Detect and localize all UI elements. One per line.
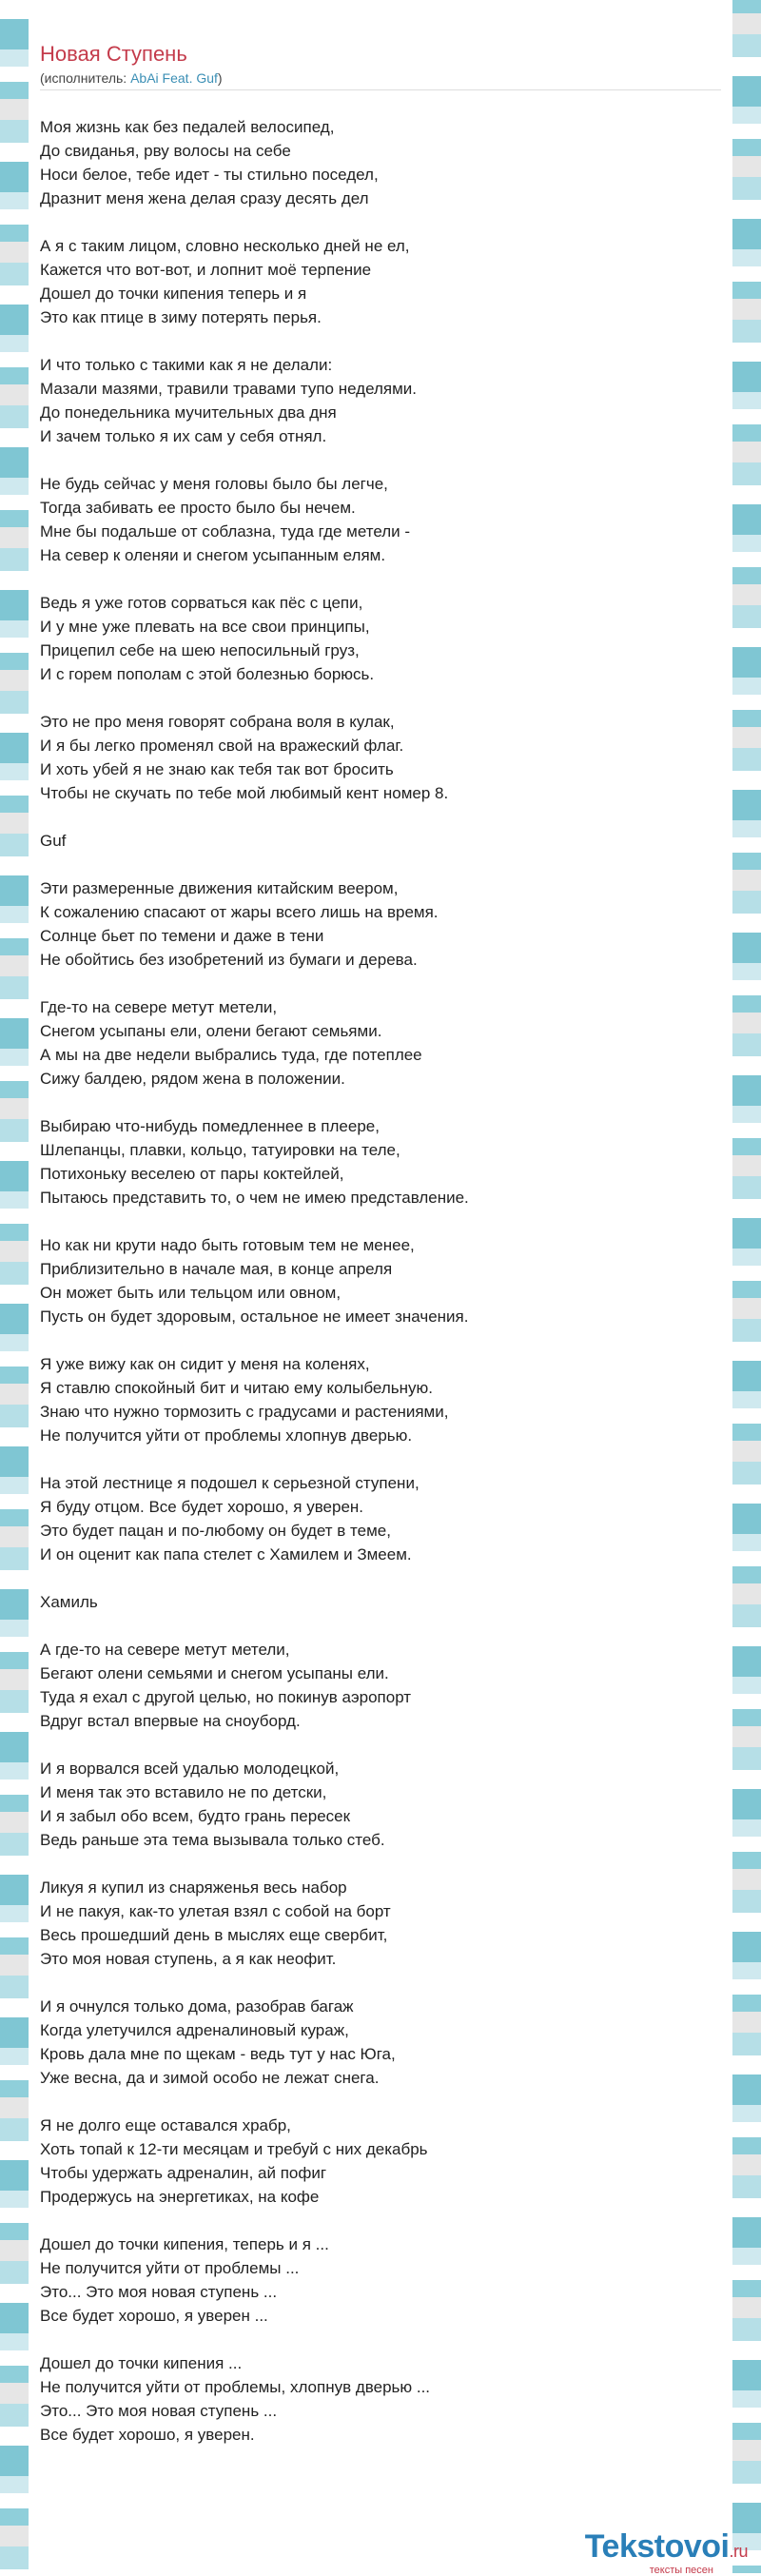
lyric-line: Это моя новая ступень, а я как неофит. (40, 1950, 337, 1968)
stanza (40, 2351, 721, 2447)
lyric-line: Я уже вижу как он сидит у меня на коленях, (40, 1355, 370, 1373)
lyric-line: Где-то на севере метут метели, (40, 998, 278, 1016)
lyric-line: Все будет хорошо, я уверен ... (40, 2307, 268, 2325)
lyric-line: Ликуя я купил из снаряженья весь набор (40, 1878, 347, 1897)
stanza (40, 591, 721, 686)
lyric-line: На этой лестнице я подошел к серьезной ступени, (40, 1474, 420, 1492)
lyric-line: Приблизительно в начале мая, в конце апреля (40, 1260, 393, 1278)
stanza (40, 995, 721, 1091)
lyric-line: Это... Это моя новая ступень ... (40, 2402, 278, 2420)
lyric-line: Когда улетучился адреналиновый кураж, (40, 2021, 349, 2039)
lyric-line: Не получится уйти от проблемы ... (40, 2259, 300, 2277)
stanza (40, 1352, 721, 1447)
stanza (40, 710, 721, 805)
lyric-line: Чтобы удержать адреналин, ай пофиг (40, 2164, 327, 2182)
lyric-line: Продержусь на энергетиках, на кофе (40, 2188, 320, 2206)
lyric-line: И с горем пополам с этой болезнью борюсь. (40, 665, 375, 683)
lyric-line: И я забыл обо всем, будто грань пересек (40, 1807, 351, 1825)
stanza (40, 472, 721, 567)
stanza (40, 1757, 721, 1852)
lyric-line: Ведь раньше эта тема вызывала только стеб. (40, 1831, 385, 1849)
stanza (40, 1876, 721, 1971)
lyric-line: Знаю что нужно тормозить с градусами и растениями, (40, 1403, 449, 1421)
lyric-line: Носи белое, тебе идет - ты стильно поседел, (40, 166, 379, 184)
section-label (40, 1590, 721, 1614)
lyric-line: Чтобы не скучать по тебе мой любимый кент номер 8. (40, 784, 449, 802)
lyric-line: Дошел до точки кипения теперь и я (40, 285, 307, 303)
lyric-line: И он оценит как папа стелет с Хамилем и Змеем. (40, 1545, 412, 1563)
lyric-line: Прицепил себе на шею непосильный груз, (40, 641, 360, 659)
logo-tagline: тексты песен (649, 2565, 713, 2576)
lyric-line: Это будет пацан и по-любому он будет в теме, (40, 1522, 391, 1540)
song-title: Новая Ступень (40, 42, 187, 66)
lyric-line: Не будь сейчас у меня головы было бы легче, (40, 475, 388, 493)
lyric-line: А я с таким лицом, словно несколько дней не ел, (40, 237, 410, 255)
lyrics-page (29, 0, 732, 2573)
section-label (40, 829, 721, 853)
lyric-line: Это... Это моя новая ступень ... (40, 2283, 278, 2301)
lyric-line: Шлепанцы, плавки, кольцо, татуировки на теле, (40, 1141, 400, 1159)
lyric-line: Я буду отцом. Все будет хорошо, я уверен. (40, 1498, 364, 1516)
logo-part-1: Tekstovoi (584, 2528, 730, 2565)
lyric-line: Не обойтись без изобретений из бумаги и дерева. (40, 951, 418, 969)
logo-wordmark (585, 2529, 748, 2568)
lyric-line: Кровь дала мне по щекам - ведь тут у нас Юга, (40, 2045, 396, 2063)
lyric-line: До свиданья, рву волосы на себе (40, 142, 291, 160)
lyric-line: Guf (40, 832, 67, 850)
lyric-line: До понедельника мучительных два дня (40, 403, 337, 422)
lyric-line: И не пакуя, как-то улетая взял с собой на борт (40, 1902, 391, 1920)
lyric-line: Вдруг встал впервые на сноуборд. (40, 1712, 301, 1730)
lyric-line: Кажется что вот-вот, и лопнит моё терпение (40, 261, 372, 279)
stanza (40, 2114, 721, 2209)
lyric-line: Я ставлю спокойный бит и читаю ему колыбельную. (40, 1379, 433, 1397)
stanza (40, 1638, 721, 1733)
lyric-line: Хоть топай к 12-ти месяцам и требуй с них декабрь (40, 2140, 428, 2158)
lyric-line: Это не про меня говорят собрана воля в кулак, (40, 713, 395, 731)
stanza (40, 1114, 721, 1209)
lyric-line: И я очнулся только дома, разобрав багаж (40, 1997, 354, 2016)
lyric-line: И я бы легко променял свой на вражеский флаг. (40, 737, 404, 755)
meta-suffix: ) (217, 70, 223, 86)
stanza (40, 234, 721, 329)
lyric-line: И у мне уже плевать на все свои принципы, (40, 618, 370, 636)
lyric-line: Потихоньку веселею от пары коктейлей, (40, 1165, 344, 1183)
lyric-line: Эти размеренные движения китайским веером, (40, 879, 399, 897)
logo-domain: .ru (729, 2542, 748, 2561)
lyrics-text (40, 91, 721, 2447)
lyric-line: Хамиль (40, 1593, 98, 1611)
lyric-line: Мазали мазями, травили травами тупо неделями. (40, 380, 418, 398)
lyric-line: Он может быть или тельцом или овном, (40, 1284, 341, 1302)
song-meta (40, 69, 223, 87)
stanza (40, 876, 721, 972)
lyric-line: Моя жизнь как без педалей велосипед, (40, 118, 335, 136)
stanza (40, 1471, 721, 1566)
lyric-line: И меня так это вставило не по детски, (40, 1783, 327, 1801)
lyric-line: Ведь я уже готов сорваться как пёс с цепи, (40, 594, 363, 612)
title-divider (40, 89, 721, 90)
lyric-line: Сижу балдею, рядом жена в положении. (40, 1070, 345, 1088)
lyric-line: Но как ни крути надо быть готовым тем не менее, (40, 1236, 415, 1254)
lyric-line: А мы на две недели выбрались туда, где потеплее (40, 1046, 422, 1064)
meta-prefix: (исполнитель: (40, 70, 131, 86)
lyric-line: И зачем только я их сам у себя отнял. (40, 427, 327, 445)
lyric-line: Солнце бьет по темени и даже в тени (40, 927, 324, 945)
lyric-line: Уже весна, да и зимой особо не лежат снега. (40, 2069, 380, 2087)
stanza (40, 1995, 721, 2090)
lyric-line: На север к оленяи и снегом усыпанным елям. (40, 546, 386, 564)
lyric-line: Это как птице в зиму потерять перья. (40, 308, 322, 326)
lyric-line: Снегом усыпаны ели, олени бегают семьями. (40, 1022, 382, 1040)
lyric-line: И что только с такими как я не делали: (40, 356, 333, 374)
lyric-line: И я ворвался всей удалью молодецкой, (40, 1760, 340, 1778)
lyric-line: Дошел до точки кипения, теперь и я ... (40, 2235, 329, 2253)
site-logo[interactable] (585, 2529, 748, 2576)
lyric-line: К сожалению спасают от жары всего лишь на время. (40, 903, 439, 921)
lyric-line: Я не долго еще оставался храбр, (40, 2116, 291, 2134)
lyric-line: Не получится уйти от проблемы, хлопнув дверью ... (40, 2378, 431, 2396)
lyric-line: Туда я ехал с другой целью, но покинув аэропорт (40, 1688, 412, 1706)
lyric-line: Мне бы подальше от соблазна, туда где метели - (40, 522, 411, 541)
lyric-line: Тогда забивать ее просто было бы нечем. (40, 499, 356, 517)
lyric-line: Бегают олени семьями и снегом усыпаны ели. (40, 1664, 389, 1682)
lyric-line: Дразнит меня жена делая сразу десять дел (40, 189, 369, 207)
right-decor-strip (732, 0, 761, 2573)
lyric-line: Пусть он будет здоровым, остальное не имеет значения. (40, 1308, 469, 1326)
lyric-line: Выбираю что-нибудь помедленнее в плеере, (40, 1117, 380, 1135)
lyric-line: Дошел до точки кипения ... (40, 2354, 243, 2372)
stanza (40, 1233, 721, 1328)
stanza (40, 2232, 721, 2328)
lyric-line: А где-то на севере метут метели, (40, 1641, 290, 1659)
stanza (40, 353, 721, 448)
stanza (40, 115, 721, 210)
lyric-line: Пытаюсь представить то, о чем не имею представление. (40, 1189, 469, 1207)
lyric-line: Не получится уйти от проблемы хлопнув дверью. (40, 1426, 413, 1445)
left-decor-strip (0, 0, 29, 2573)
lyric-line: Все будет хорошо, я уверен. (40, 2426, 255, 2444)
lyric-line: Весь прошедший день в мыслях еще свербит, (40, 1926, 388, 1944)
artist-link[interactable]: AbAi Feat. Guf (130, 70, 218, 86)
lyric-line: И хоть убей я не знаю как тебя так вот бросить (40, 760, 394, 778)
